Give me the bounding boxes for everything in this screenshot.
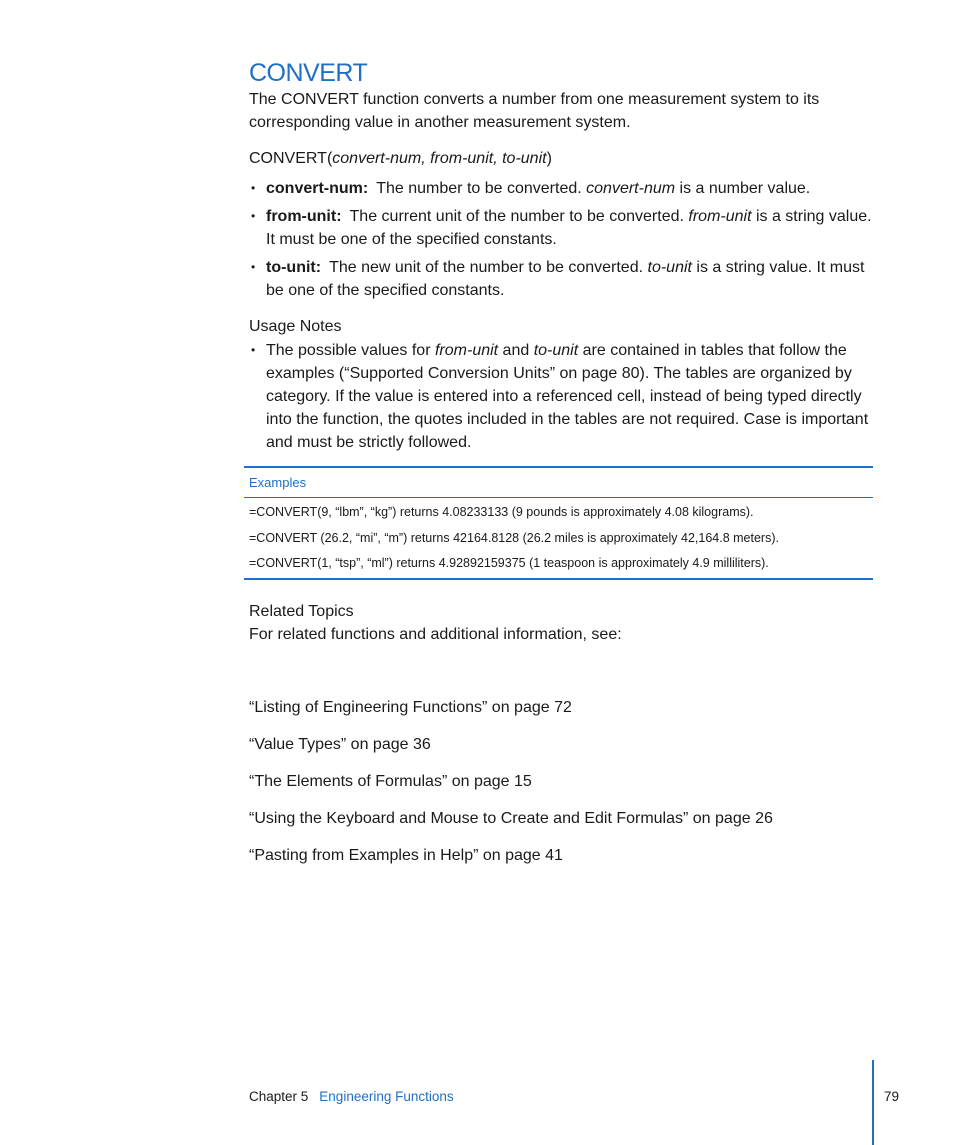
related-link[interactable]: “The Elements of Formulas” on page 15 <box>249 773 532 790</box>
note-italic: from-unit <box>434 342 499 359</box>
related-link[interactable]: “Value Types” on page 36 <box>249 736 431 753</box>
syntax-function-name: CONVERT <box>249 150 327 167</box>
syntax-close-paren: ) <box>546 150 552 167</box>
function-syntax <box>249 147 873 170</box>
argument-desc-italic: to-unit <box>647 259 692 276</box>
argument-name: to-unit: <box>266 259 322 276</box>
page-title: CONVERT <box>249 59 368 87</box>
argument-desc-italic: convert-num <box>586 180 676 197</box>
related-links <box>249 696 873 881</box>
footer-chapter-title[interactable]: Engineering Functions <box>319 1089 454 1104</box>
argument-desc-italic: from-unit <box>688 208 752 225</box>
syntax-arguments: convert-num, from-unit, to-unit <box>332 150 547 167</box>
usage-notes-list <box>249 339 873 454</box>
related-link[interactable]: “Using the Keyboard and Mouse to Create and Edit Formulas” on page 26 <box>249 810 773 827</box>
page-footer <box>249 1087 454 1107</box>
related-link[interactable]: “Pasting from Examples in Help” on page 41 <box>249 847 563 864</box>
argument-list <box>249 177 873 302</box>
argument-desc: The number to be converted. <box>376 180 587 197</box>
example-row: =CONVERT(1, “tsp”, “ml”) returns 4.92892159375 (1 teaspoon is approximately 4.9 milliliters). <box>249 556 769 570</box>
syntax-open-paren: ( <box>326 150 333 167</box>
argument-desc-rest: is a string value. It must be one of the specified constants. <box>266 208 872 248</box>
example-row: =CONVERT (26.2, “mi”, “m”) returns 42164.8128 (26.2 miles is approximately 42,164.8 meters). <box>249 530 779 545</box>
note-text: and <box>498 342 534 359</box>
argument-desc-rest: is a number value. <box>675 180 811 197</box>
argument-item <box>249 205 873 251</box>
related-topics <box>249 600 873 881</box>
argument-item <box>249 256 873 302</box>
argument-desc-rest: is a string value. It must be one of the specified constants. <box>266 259 865 299</box>
example-row: =CONVERT(9, “lbm”, “kg”) returns 4.08233133 (9 pounds is approximately 4.08 kilograms). <box>249 505 754 519</box>
examples-table <box>244 466 873 580</box>
main-content <box>249 58 873 459</box>
function-description: The CONVERT function converts a number from one measurement system to its corresponding value in another measurement system. <box>249 91 820 131</box>
argument-name: from-unit: <box>266 208 342 225</box>
usage-note-item <box>249 339 873 454</box>
related-topics-heading: Related Topics <box>249 603 354 620</box>
related-topics-intro: For related functions and additional information, see: <box>249 626 622 643</box>
note-text: The possible values for <box>266 342 435 359</box>
usage-notes-heading: Usage Notes <box>249 318 342 335</box>
examples-body <box>244 498 873 578</box>
examples-heading: Examples <box>244 468 873 498</box>
page-number: 79 <box>884 1089 900 1104</box>
argument-name: convert-num: <box>266 180 369 197</box>
argument-desc: The new unit of the number to be converted. <box>329 259 648 276</box>
argument-desc: The current unit of the number to be converted. <box>349 208 689 225</box>
note-italic: to-unit <box>533 342 579 359</box>
argument-item <box>249 177 873 200</box>
page-number-divider <box>872 1060 874 1145</box>
related-link[interactable]: “Listing of Engineering Functions” on page 72 <box>249 699 572 716</box>
note-text: are contained in tables that follow the examples (“Supported Conversion Units” on page 80). The tables are organized by category. If the value is entered into a referenced cell, instead of being typed directly into the function, the quotes included in the tables are not required. Case is important and must be strictly followed. <box>266 342 869 451</box>
footer-chapter: Chapter 5 <box>249 1089 309 1104</box>
